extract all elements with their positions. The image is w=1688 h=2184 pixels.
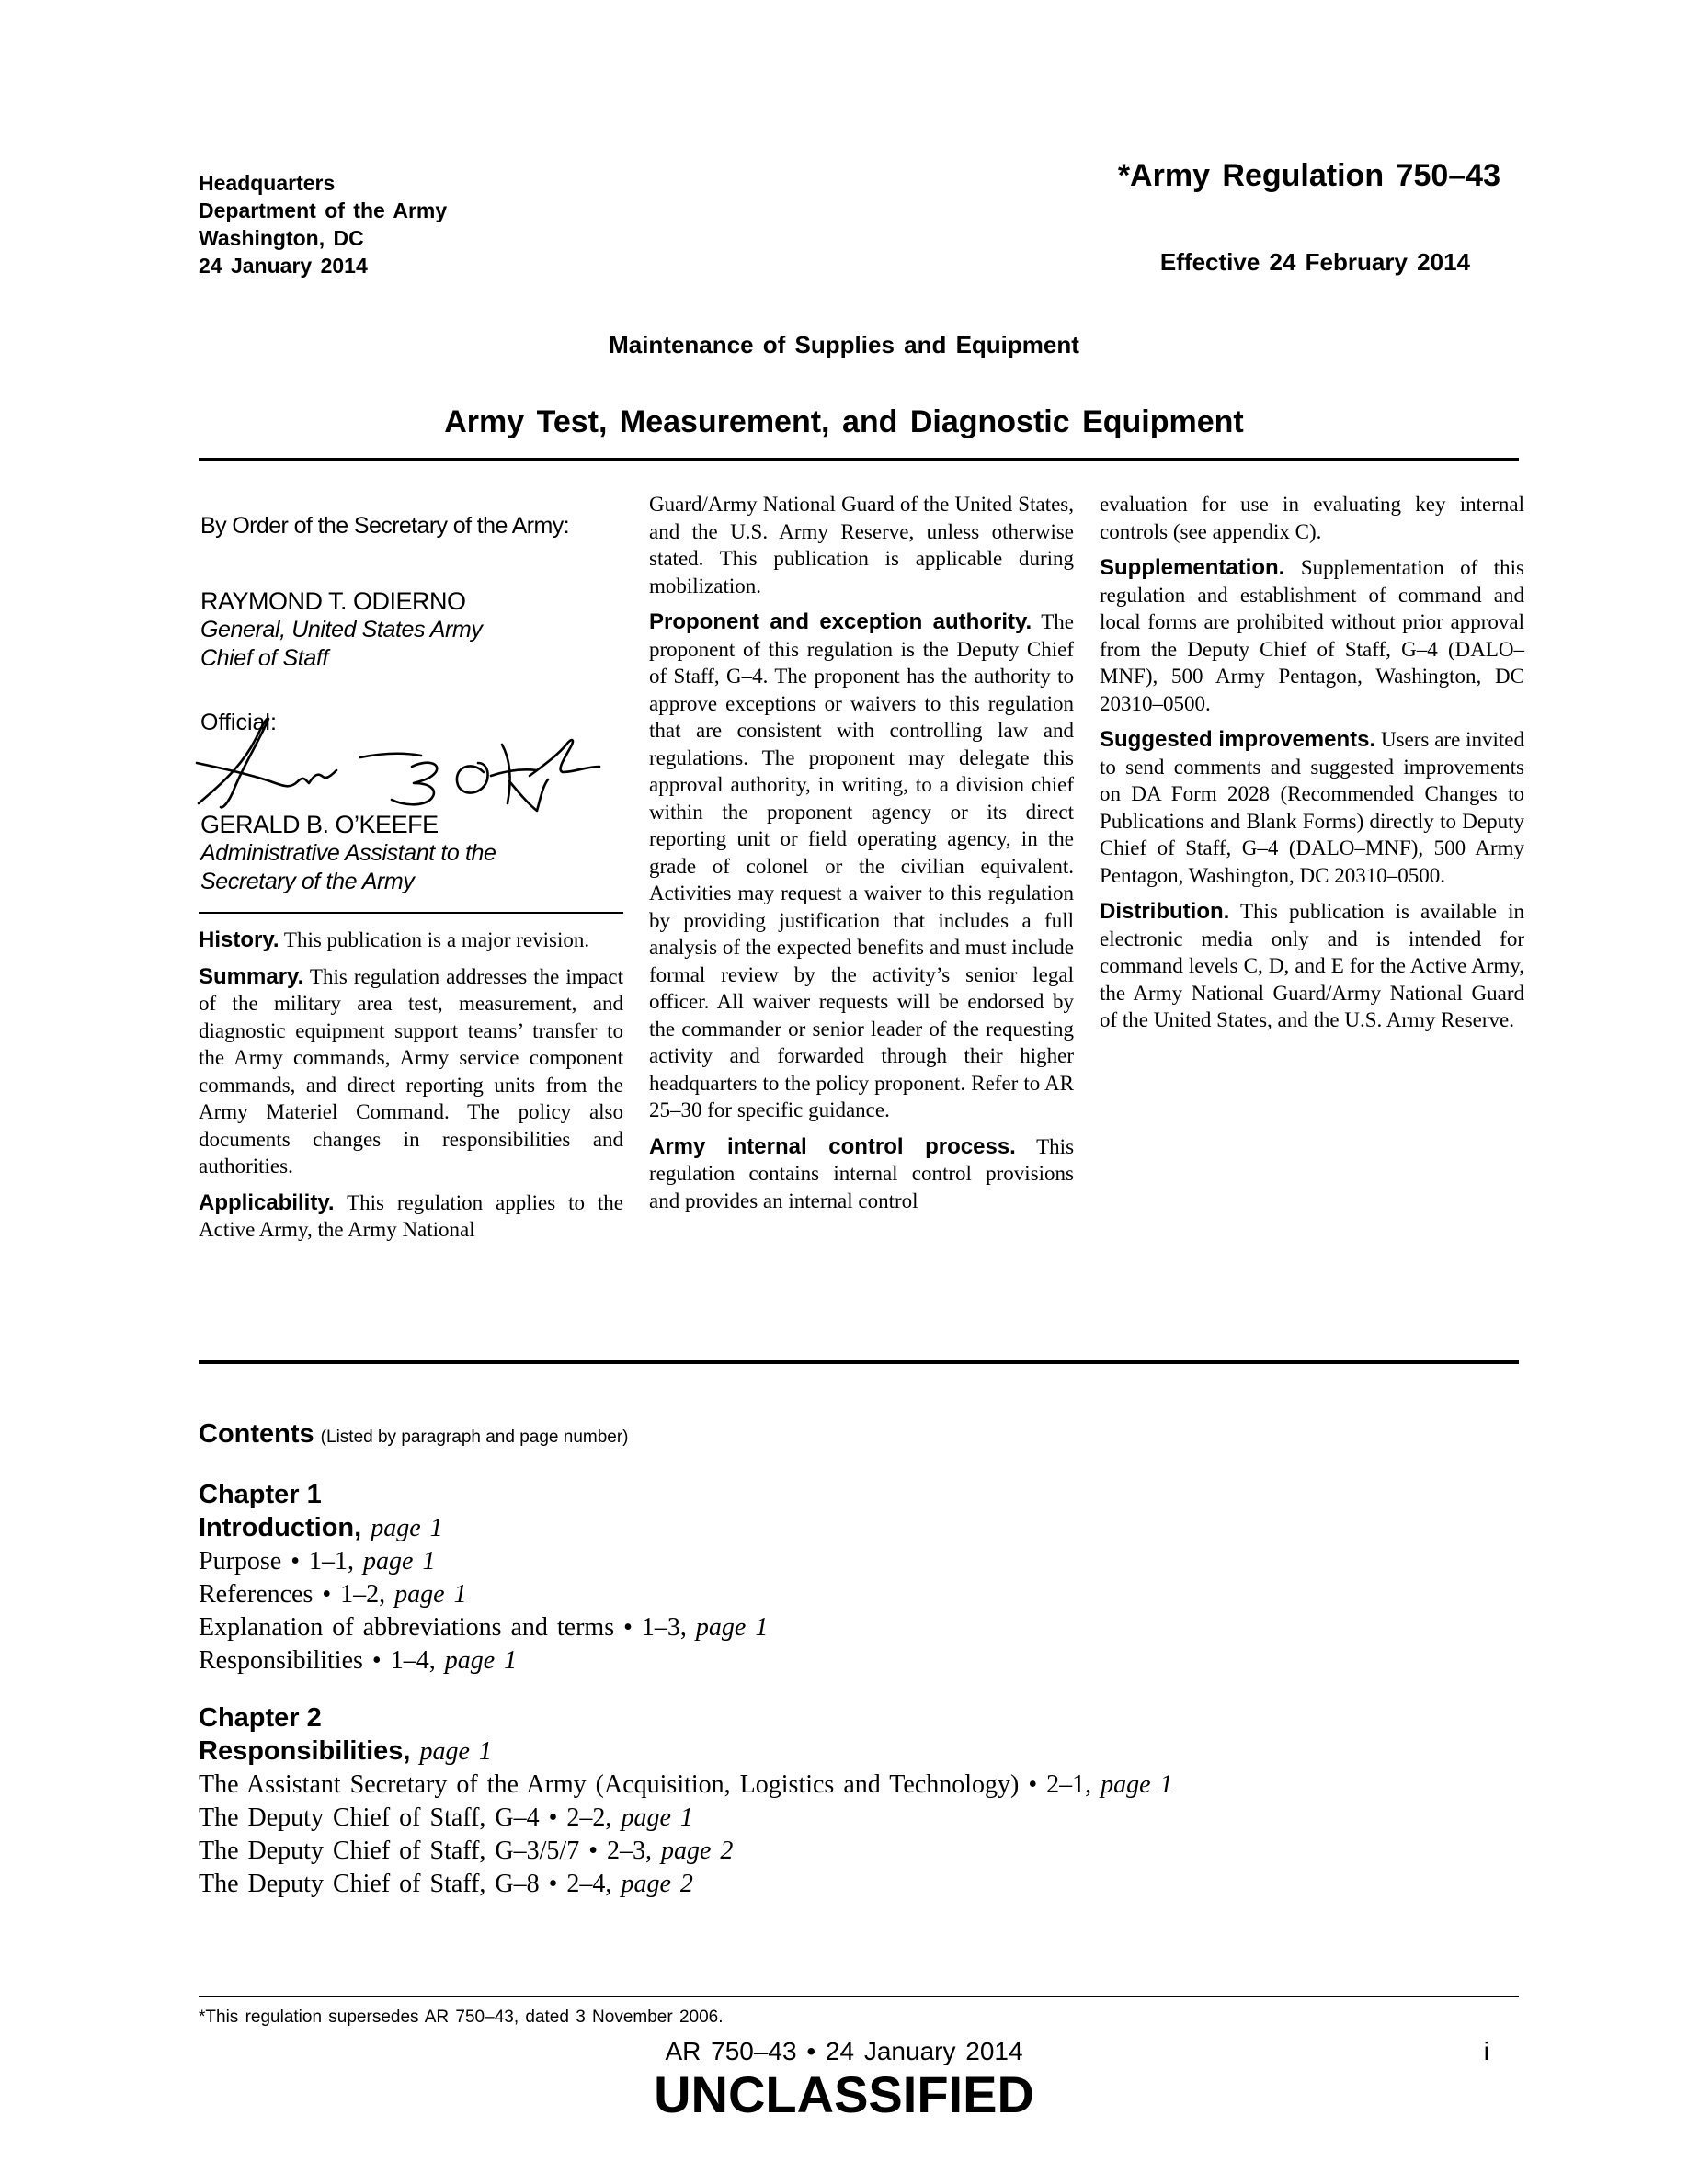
suggested-improvements-text: Users are invited to send comments and suggested improvements on DA Form 2028 (Recommended Changes to Publications and Blank Forms) directly to Deputy Chief of Staff, G–4 (DALO–MNF), 500 Army Pentagon, Washington, DC 20310–0500.: [1100, 728, 1524, 887]
contents-note: (Listed by paragraph and page number): [320, 1428, 629, 1447]
toc-entry[interactable]: [199, 1644, 1532, 1678]
toc-entry[interactable]: [199, 1868, 1532, 1901]
toc-entry-text: The Deputy Chief of Staff, G–4 • 2–2,: [199, 1803, 612, 1832]
toc-entry[interactable]: [199, 1611, 1532, 1644]
chapter-title: Introduction,: [199, 1513, 362, 1542]
chapter-title-entry[interactable]: [199, 1735, 1532, 1769]
publication-footer: AR 750–43 • 24 January 2014: [665, 2037, 1023, 2065]
history-heading: History.: [199, 927, 279, 952]
chapter-number: Chapter 1: [199, 1480, 322, 1509]
page-reference: page 2: [621, 1870, 693, 1898]
contents-header: [199, 1417, 1532, 1454]
internal-control-heading: Army internal control process.: [649, 1133, 1016, 1159]
supplementation-heading: Supplementation.: [1100, 555, 1285, 580]
page-reference: page 1: [444, 1646, 518, 1675]
distribution-text: This publication is available in electronic media only and is intended for command levels C, D, and E for the Active Army, the Army National Guard/Army National Guard of the United States, and the U.S. Army Reserve.: [1100, 900, 1524, 1031]
history-text: This publication is a major revision.: [283, 928, 590, 951]
handwritten-signature: [195, 715, 618, 816]
toc-entry-text: Purpose • 1–1,: [199, 1547, 355, 1575]
proponent-heading: Proponent and exception authority.: [649, 609, 1032, 634]
toc-entry-text: Explanation of abbreviations and terms • 1–3,: [199, 1613, 687, 1642]
table-of-contents: [199, 1417, 1532, 1901]
supplementation-paragraph: [1100, 554, 1524, 717]
supplementation-text: Supplementation of this regulation and establishment of command and local forms are prohibited without prior approval from the Deputy Chief of Staff, G–4 (DALO–MNF), 500 Army Pentagon, Washington, DC 20310–0500.: [1100, 556, 1524, 715]
applicability-heading: Applicability.: [199, 1189, 335, 1215]
chapter-2: [199, 1701, 1532, 1901]
footnote-rule: [199, 1996, 1519, 1997]
applicability-text: This regulation applies to the Active Army, the Army National: [199, 1190, 623, 1241]
chapter-title: Responsibilities,: [199, 1736, 411, 1766]
hq-line: Headquarters: [199, 171, 336, 195]
hq-line: Department of the Army: [199, 199, 448, 222]
summary-paragraph: [199, 963, 623, 1180]
distribution-heading: Distribution.: [1100, 899, 1230, 924]
by-order-line: By Order of the Secretary of the Army:: [200, 513, 569, 539]
page-reference: page 1: [621, 1803, 693, 1832]
regulation-category: Maintenance of Supplies and Equipment: [609, 331, 1079, 358]
suggested-improvements-paragraph: [1100, 726, 1524, 889]
proponent-paragraph: [649, 609, 1074, 1124]
chapter-number: Chapter 2: [199, 1703, 322, 1733]
hq-line: 24 January 2014: [199, 254, 368, 278]
summary-column-2: [649, 491, 1074, 1223]
summary-column-3: [1100, 491, 1524, 1043]
hq-line: Washington, DC: [199, 226, 364, 250]
toc-entry[interactable]: [199, 1835, 1532, 1868]
toc-entry-text: References • 1–2,: [199, 1580, 386, 1609]
document-title: Army Test, Measurement, and Diagnostic Equipment: [444, 404, 1244, 439]
summary-column-1: [199, 927, 623, 1253]
official-label: Official:: [200, 710, 277, 735]
classification-marking: UNCLASSIFIED: [654, 2065, 1034, 2123]
internal-control-text: This regulation contains internal control provisions and provides an internal control: [649, 1134, 1075, 1212]
page-reference: page 2: [661, 1837, 734, 1865]
title-rule: [199, 458, 1519, 461]
toc-entry-text: The Deputy Chief of Staff, G–8 • 2–4,: [199, 1870, 612, 1898]
page-reference: page 1: [695, 1613, 769, 1642]
suggested-improvements-heading: Suggested improvements.: [1100, 727, 1376, 752]
chief-of-staff-title: Chief of Staff: [200, 645, 328, 671]
contents-heading: Contents: [199, 1419, 314, 1449]
official-title: Administrative Assistant to the: [200, 840, 496, 866]
page-reference: page 1: [394, 1580, 467, 1609]
applicability-continued: Guard/Army National Guard of the United States, and the U.S. Army Reserve, unless otherwise stated. This publication is applicable during mobilization.: [649, 493, 1074, 597]
proponent-text: The proponent of this regulation is the Deputy Chief of Staff, G–4. The proponent has the authority to approve exceptions or waivers to this regulation that are consistent with controlling law and regulations. The proponent may delegate this approval authority, in writing, to a division chief within the proponent agency or its direct reporting unit or field operating agency, in the grade of colonel or the civilian equivalent. Activities may request a waiver to this regulation by providing justification that includes a full analysis of the expected benefits and must include formal review by the activity’s senior legal officer. All waiver requests will be endorsed by the commander or senior leader of the requesting activity and forwarded through their higher headquarters to the policy proponent. Refer to AR 25–30 for specific guidance.: [649, 610, 1074, 1121]
toc-entry[interactable]: [199, 1545, 1532, 1578]
official-block: [200, 811, 623, 896]
history-paragraph: [199, 927, 623, 954]
applicability-paragraph: [199, 1189, 623, 1244]
toc-entry-text: Responsibilities • 1–4,: [199, 1646, 436, 1675]
toc-entry[interactable]: [199, 1578, 1532, 1611]
signature-block: [200, 513, 623, 736]
official-title: Secretary of the Army: [200, 869, 415, 894]
page-reference: page 1: [1101, 1770, 1173, 1799]
summary-text: This regulation addresses the impact of the military area test, measurement, and diagnostic equipment support teams’ transfer to the Army commands, Army service component commands, and direct reporting units from the Army Materiel Command. The policy also documents changes in responsibilities and authorities.: [199, 964, 623, 1177]
chief-of-staff-title: General, United States Army: [200, 617, 483, 643]
chapter-1: [199, 1478, 1532, 1678]
signature-rule: [199, 912, 623, 914]
effective-date: Effective 24 February 2014: [1159, 248, 1470, 276]
internal-control-paragraph: [649, 1133, 1074, 1215]
chief-of-staff-name: RAYMOND T. ODIERNO: [200, 587, 466, 615]
regulation-number: *Army Regulation 750–43: [1117, 158, 1500, 193]
toc-entry[interactable]: [199, 1769, 1532, 1802]
page-reference: page 1: [363, 1547, 436, 1575]
internal-control-continued: evaluation for use in evaluating key internal controls (see appendix C).: [1100, 493, 1524, 543]
official-name: GERALD B. O’KEEFE: [200, 811, 439, 838]
toc-entry-text: The Assistant Secretary of the Army (Acquisition, Logistics and Technology) • 2–1,: [199, 1770, 1092, 1799]
toc-entry[interactable]: [199, 1802, 1532, 1835]
page-number: i: [1483, 2037, 1489, 2065]
supersession-footnote: *This regulation supersedes AR 750–43, dated 3 November 2006.: [199, 2008, 724, 2027]
page-reference: page 1: [371, 1514, 443, 1542]
summary-rule: [199, 1360, 1519, 1364]
toc-entry-text: The Deputy Chief of Staff, G–3/5/7 • 2–3,: [199, 1837, 652, 1865]
distribution-paragraph: [1100, 898, 1524, 1034]
chapter-title-entry[interactable]: [199, 1511, 1532, 1545]
summary-heading: Summary.: [199, 963, 304, 989]
page-reference: page 1: [419, 1737, 492, 1766]
headquarters-block: [199, 169, 447, 279]
